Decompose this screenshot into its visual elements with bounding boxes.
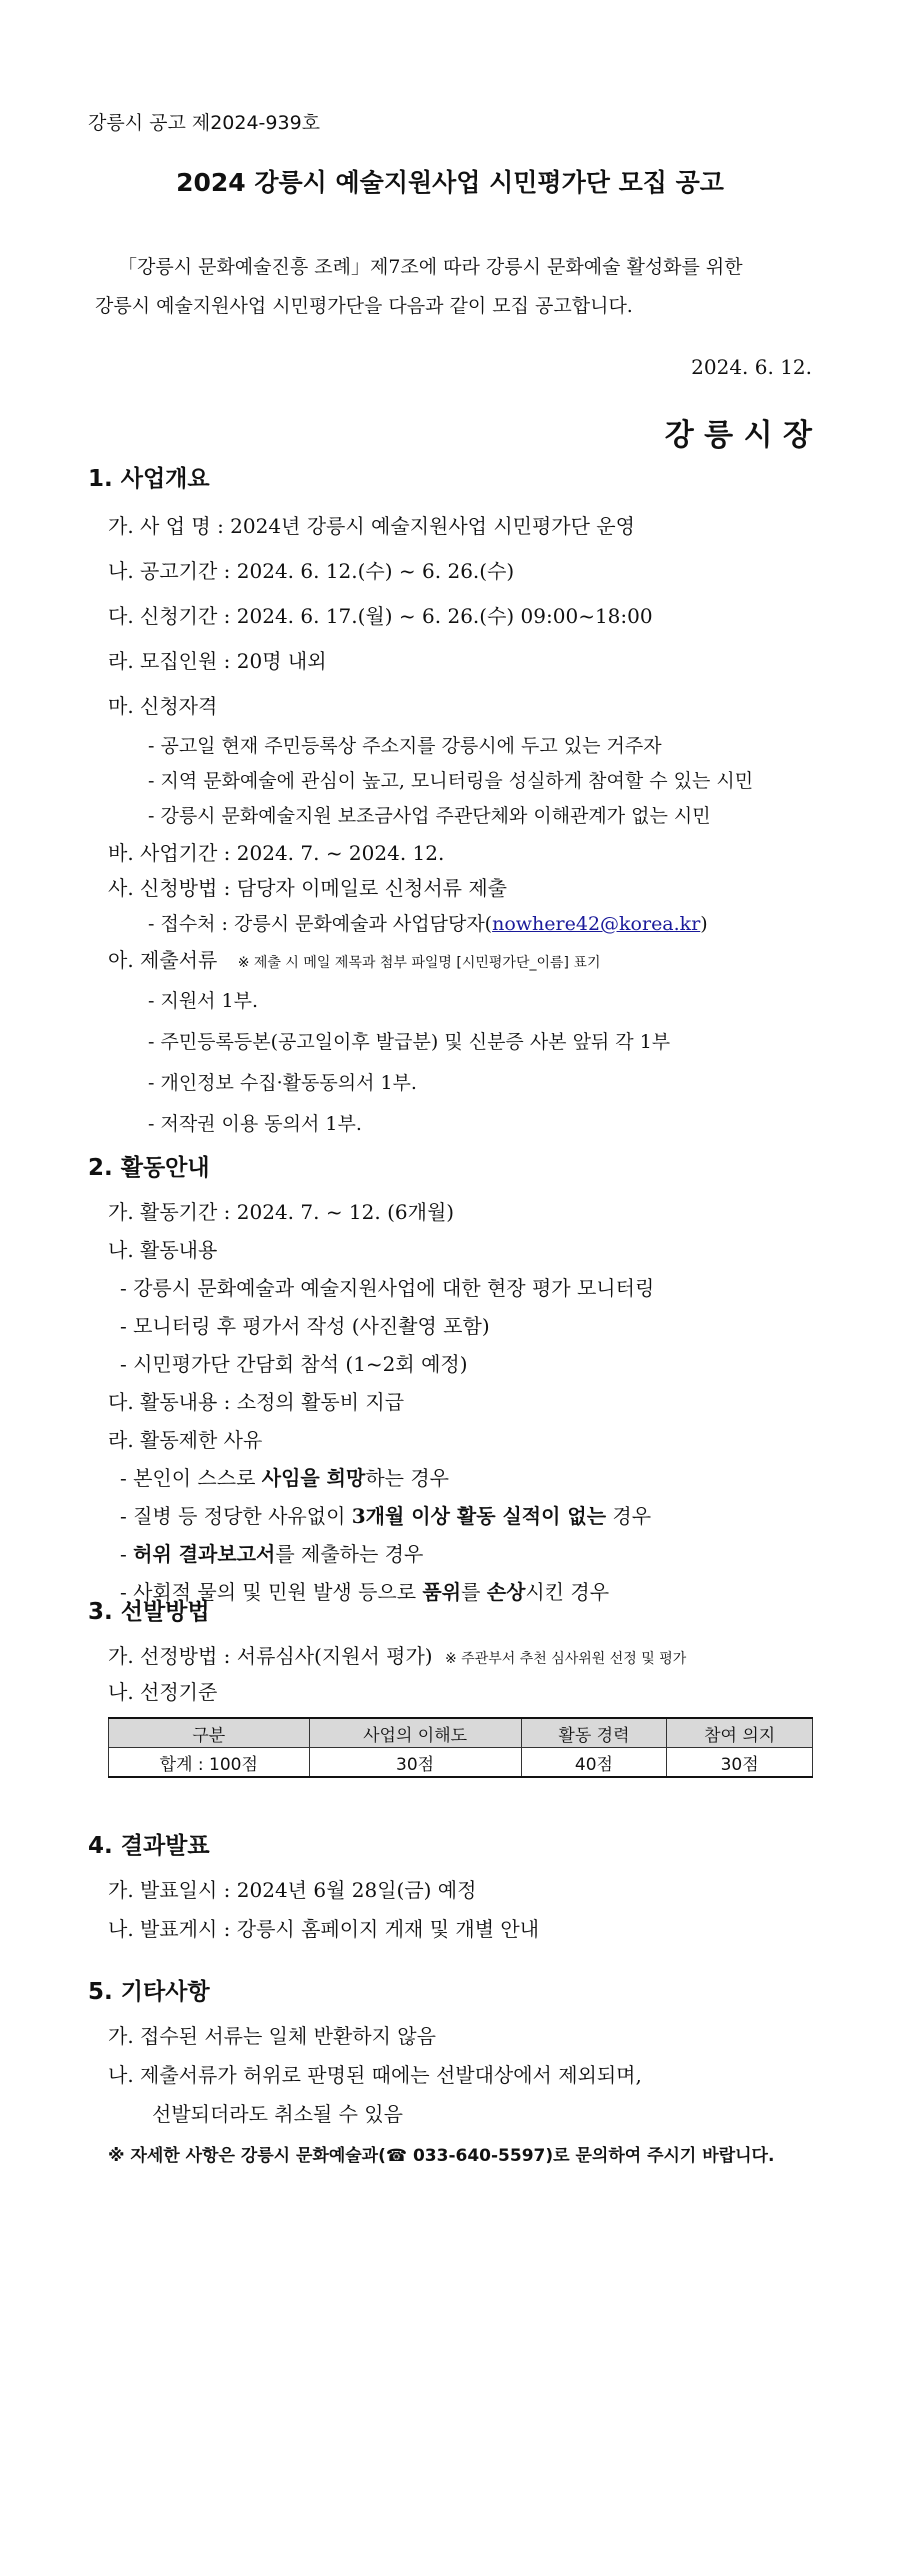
- s1-da: 다. 신청기간 : 2024. 6. 17.(월) ~ 6. 26.(수) 09:00~18:00: [108, 604, 653, 628]
- s2-ra2-c: 경우: [606, 1504, 652, 1528]
- section5-heading: 5. 기타사항: [88, 1979, 210, 2005]
- s1-ga: 가. 사 업 명 : 2024년 강릉시 예술지원사업 시민평가단 운영: [108, 514, 635, 538]
- s1-a-item-2: - 주민등록등본(공고일이후 발급분) 및 신분증 사본 앞뒤 각 1부: [148, 1031, 671, 1053]
- s1-ma-item-2: - 지역 문화예술에 관심이 높고, 모니터링을 성실하게 참여할 수 있는 시민: [148, 770, 754, 792]
- s2-na-item-1: - 강릉시 문화예술과 예술지원사업에 대한 현장 평가 모니터링: [120, 1276, 655, 1300]
- s2-ra3-a: -: [120, 1542, 134, 1566]
- s2-ra1-c: 하는 경우: [365, 1466, 449, 1490]
- s2-ra4-b: 품위: [422, 1580, 462, 1604]
- section1-heading: 1. 사업개요: [88, 466, 210, 492]
- section2-heading: 2. 활동안내: [88, 1155, 210, 1181]
- s4-ga: 가. 발표일시 : 2024년 6월 28일(금) 예정: [108, 1878, 477, 1902]
- s2-ra: 라. 활동제한 사유: [108, 1428, 263, 1452]
- s2-na-item-3: - 시민평가단 간담회 참석 (1~2회 예정): [120, 1352, 468, 1376]
- s3-na: 나. 선정기준: [108, 1680, 218, 1704]
- s1-sa-sub-prefix: - 접수처 : 강릉시 문화예술과 사업담당자(: [148, 913, 493, 935]
- s2-ra-item-2: [120, 1504, 651, 1528]
- s2-ra3-c: 를 제출하는 경우: [275, 1542, 424, 1566]
- s2-ra4-e: 시킨 경우: [525, 1580, 610, 1604]
- s2-ra2-b: 3개월 이상 활동 실적이 없는: [351, 1504, 607, 1528]
- s2-ra4-c: 를: [461, 1580, 487, 1604]
- s2-da: 다. 활동내용 : 소정의 활동비 지급: [108, 1390, 405, 1414]
- s1-na: 나. 공고기간 : 2024. 6. 12.(수) ~ 6. 26.(수): [108, 559, 515, 583]
- s5-na-cont: 선발되더라도 취소될 수 있음: [152, 2102, 403, 2126]
- criteria-willingness-score: 30점: [667, 1748, 813, 1778]
- s1-ba: 바. 사업기간 : 2024. 7. ~ 2024. 12.: [108, 841, 445, 865]
- s4-na: 나. 발표게시 : 강릉시 홈페이지 게재 및 개별 안내: [108, 1917, 540, 1941]
- section3-heading: 3. 선발방법: [88, 1599, 210, 1625]
- s2-ra1-a: - 본인이 스스로: [120, 1466, 262, 1490]
- criteria-understanding-score: 30점: [309, 1748, 521, 1778]
- s1-sa-sub-suffix: ): [700, 913, 708, 935]
- intro-line-2: 강릉시 예술지원사업 시민평가단을 다음과 같이 모집 공고합니다.: [95, 295, 633, 317]
- s5-ga: 가. 접수된 서류는 일체 반환하지 않음: [108, 2024, 436, 2048]
- s2-na: 나. 활동내용: [108, 1238, 218, 1262]
- contact-email-link[interactable]: nowhere42@korea.kr: [492, 913, 701, 935]
- s1-ma: 마. 신청자격: [108, 694, 218, 718]
- s1-a-label: 아. 제출서류: [108, 948, 218, 972]
- criteria-experience-score: 40점: [521, 1748, 667, 1778]
- criteria-total: 합계 : 100점: [109, 1748, 310, 1778]
- notice-date: 2024. 6. 12.: [691, 355, 812, 379]
- s2-ra-item-3: [120, 1542, 423, 1566]
- issuer: 강 릉 시 장: [664, 418, 812, 453]
- s1-ra: 라. 모집인원 : 20명 내외: [108, 649, 327, 673]
- s1-a: [108, 948, 600, 975]
- s1-a-note: ※ 제출 시 메일 제목과 첨부 파일명 [시민평가단_이름] 표기: [237, 955, 601, 971]
- s2-ra4-d: 손상: [486, 1580, 526, 1604]
- s2-ga: 가. 활동기간 : 2024. 7. ~ 12. (6개월): [108, 1200, 455, 1224]
- s1-a-item-1: - 지원서 1부.: [148, 990, 259, 1012]
- page-title: 2024 강릉시 예술지원사업 시민평가단 모집 공고: [176, 168, 724, 197]
- s3-ga: [108, 1644, 686, 1671]
- criteria-header-category: 구분: [109, 1718, 310, 1748]
- s1-a-item-4: - 저작권 이용 동의서 1부.: [148, 1113, 362, 1135]
- criteria-header-understanding: 사업의 이해도: [309, 1718, 521, 1748]
- s1-sa: 사. 신청방법 : 담당자 이메일로 신청서류 제출: [108, 876, 507, 900]
- criteria-table: [108, 1717, 813, 1778]
- intro-line-1: 「강릉시 문화예술진흥 조례」제7조에 따라 강릉시 문화예술 활성화를 위한: [118, 256, 743, 278]
- criteria-header-willingness: 참여 의지: [667, 1718, 813, 1748]
- s2-ra3-b: 허위 결과보고서: [133, 1542, 276, 1566]
- section4-heading: 4. 결과발표: [88, 1833, 210, 1859]
- s2-na-item-2: - 모니터링 후 평가서 작성 (사진촬영 포함): [120, 1314, 490, 1338]
- s2-ra2-a: - 질병 등 정당한 사유없이: [120, 1504, 352, 1528]
- s1-a-item-3: - 개인정보 수집·활동동의서 1부.: [148, 1072, 417, 1094]
- s2-ra1-b: 사임을 희망: [261, 1466, 366, 1490]
- criteria-header-experience: 활동 경력: [521, 1718, 667, 1748]
- s1-sa-sub: [148, 912, 708, 936]
- notice-number: 강릉시 공고 제2024-939호: [88, 112, 321, 134]
- s3-ga-note: ※ 주관부서 추천 심사위원 선정 및 평가: [444, 1651, 687, 1667]
- s5-na: 나. 제출서류가 허위로 판명된 때에는 선발대상에서 제외되며,: [108, 2063, 642, 2087]
- s1-ma-item-1: - 공고일 현재 주민등록상 주소지를 강릉시에 두고 있는 거주자: [148, 735, 662, 757]
- s2-ra4-a: - 사회적 물의 및 민원 발생 등으로: [120, 1580, 423, 1604]
- s2-ra-item-1: [120, 1466, 449, 1490]
- s1-ma-item-3: - 강릉시 문화예술지원 보조금사업 주관단체와 이해관계가 없는 시민: [148, 805, 711, 827]
- s3-ga-label: 가. 선정방법 : 서류심사(지원서 평가): [108, 1644, 433, 1668]
- contact-footnote: ※ 자세한 사항은 강릉시 문화예술과(☎ 033-640-5597)로 문의하여 주시기 바랍니다.: [108, 2146, 775, 2166]
